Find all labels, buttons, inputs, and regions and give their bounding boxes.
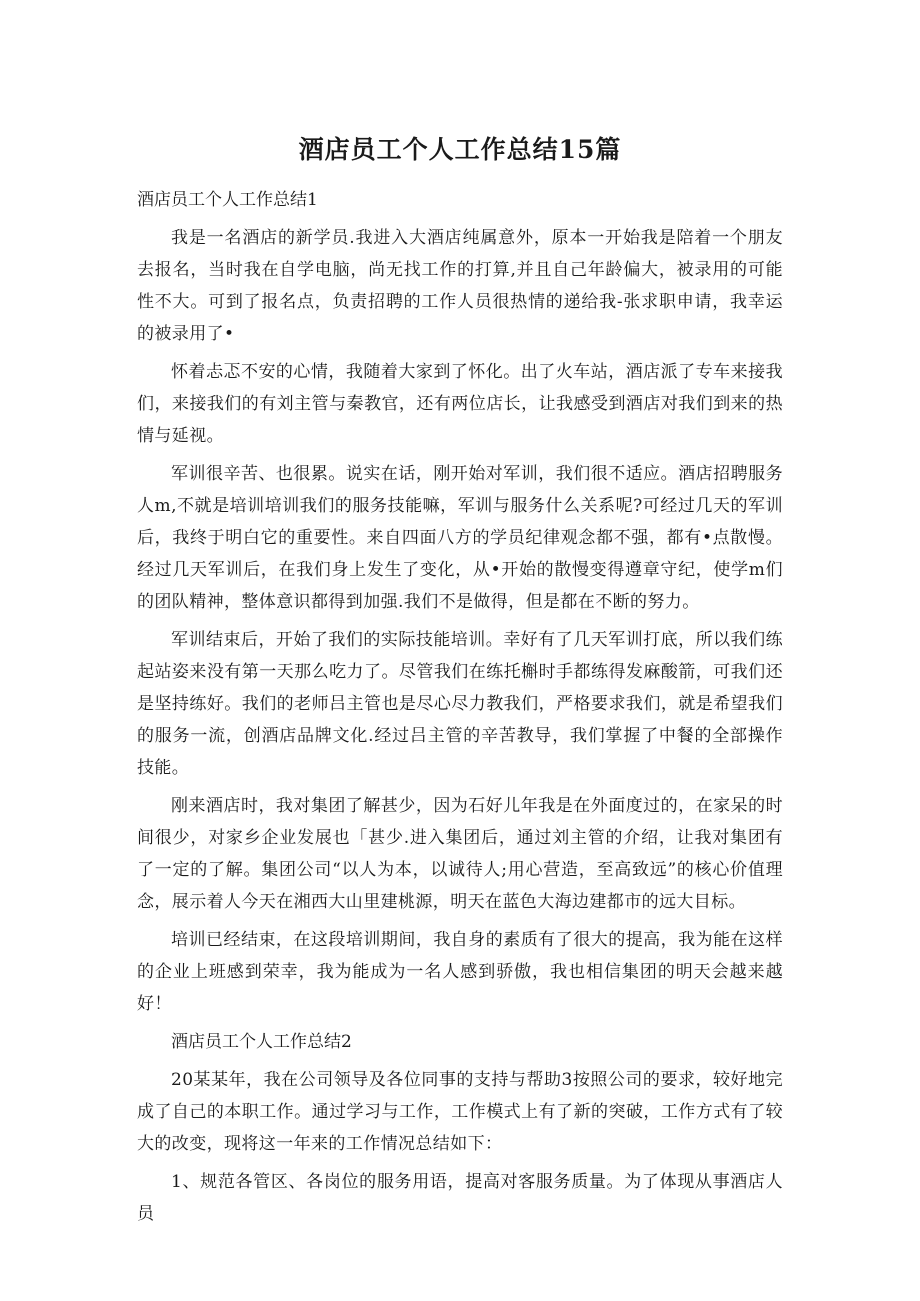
section-1 <box>137 184 783 1020</box>
section-heading: 酒店员工个人工作总结1 <box>137 190 318 210</box>
paragraph: 军训结束后，开始了我们的实际技能培训。幸好有了几天军训打底，所以我们练起站姿来没有第一天那么吃力了。尽管我们在练托槲时手都练得发麻酸箭，可我们还是坚持练好。我们的老师吕主管也是尽心尽力教我们，严格要求我们，就是希望我们的服务一流，创酒店品牌文化.经过吕主管的辛苦教导，我们掌握了中餐的全部操作技能。 <box>137 630 783 778</box>
paragraph: 20某某年，我在公司领导及各位同事的支持与帮助3按照公司的要求，较好地完成了自己的本职工作。通过学习与工作，工作模式上有了新的突破，工作方式有了较大的改变，现将这一年来的工作情况总结如下： <box>137 1070 783 1154</box>
section-2 <box>137 1026 783 1230</box>
paragraph: 刚来酒店时，我对集团了解甚少，因为石好儿年我是在外面度过的，在家呆的时间很少，对家乡企业发展也「甚少.进入集团后，通过刘主管的介绍，让我对集团有了一定的了解。集团公司“以人为本，以诚待人;用心营造，至高致远”的核心价值理念，展示着人今天在湘西大山里建桃源，明天在蓝色大海边建都市的远大目标。 <box>137 796 783 912</box>
paragraph: 军训很辛苦、也很累。说实在话，刚开始对军训，我们很不适应。酒店招聘服务人m,不就是培训培训我们的服务技能嘛，军训与服务什么关系呢?可经过几天的军训后，我终于明白它的重要性。来自四面八方的学员纪律观念都不强，都有•点散慢。经过几天军训后，在我们身上发生了变化，从•开始的散慢变得遵章守纪，使学m们的团队精神，整体意识都得到加强.我们不是做得，但是都在不断的努力。 <box>137 464 783 612</box>
paragraph: 我是一名酒店的新学员.我进入大酒店纯属意外，原本一开始我是陪着一个朋友去报名，当时我在自学电脑，尚无找工作的打算,并且自己年龄偏大，被录用的可能性不大。可到了报名点，负责招聘的工作人员很热情的递给我-张求职申请，我幸运的被录用了• <box>137 228 783 344</box>
paragraph: 怀着忐忑不安的心情，我随着大家到了怀化。出了火车站，酒店派了专车来接我们，来接我们的有刘主管与秦教官，还有两位店长，让我感受到酒店对我们到来的热情与延视。 <box>137 362 783 446</box>
document-title: 酒店员工个人工作总结15篇 <box>298 135 622 164</box>
paragraph: 培训已经结束，在这段培训期间，我自身的素质有了很大的提高，我为能在这样的企业上班感到荣幸，我为能成为一名人感到骄傲，我也相信集团的明天会越来越好！ <box>137 930 783 1014</box>
paragraph: 1、规范各管区、各岗位的服务用语，提高对客服务质量。为了体现从事酒店人员 <box>137 1172 783 1224</box>
section-heading: 酒店员工个人工作总结2 <box>171 1032 352 1052</box>
